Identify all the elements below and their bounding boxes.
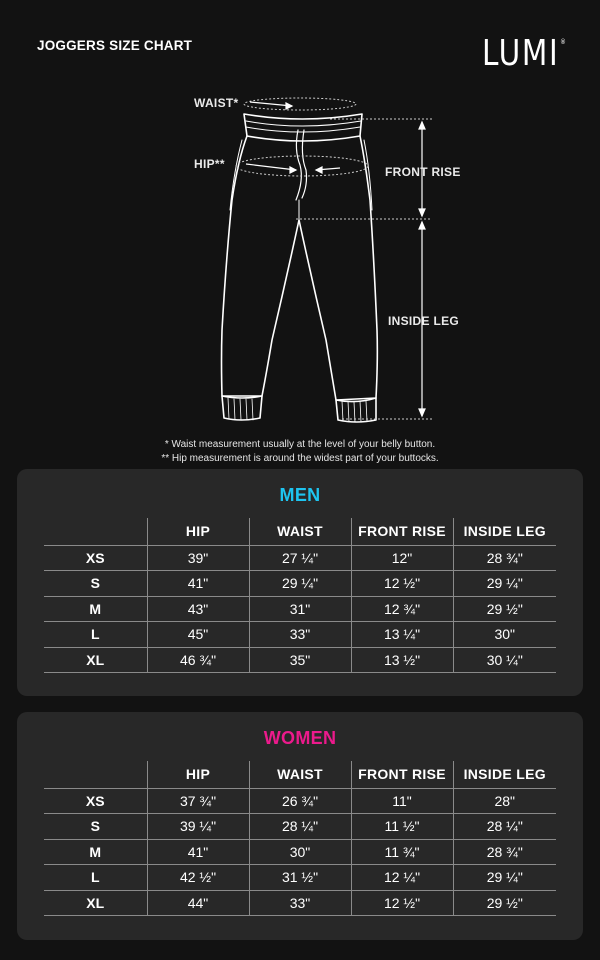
table-row [44, 814, 556, 840]
table-row [44, 839, 556, 865]
size-cell: XL [44, 890, 147, 916]
hip-label: HIP** [194, 157, 225, 171]
hip-cell: 42 ½" [147, 865, 249, 891]
header-waist: WAIST [249, 761, 351, 788]
waist-measure-ring [244, 98, 356, 110]
header-hip: HIP [147, 761, 249, 788]
inside-leg-cell: 29 ½" [453, 890, 556, 916]
page-title: JOGGERS SIZE CHART [37, 38, 193, 53]
table-row [44, 596, 556, 622]
hip-cell: 43" [147, 596, 249, 622]
size-cell: XS [44, 545, 147, 571]
logo-text: LUMI [482, 33, 560, 74]
inside-leg-cell: 28 ¾" [453, 839, 556, 865]
women-title: WOMEN [263, 728, 337, 748]
front-rise-cell: 13 ½" [351, 647, 453, 673]
header-blank-cell [44, 761, 147, 788]
waist-cell: 31" [249, 596, 351, 622]
hip-cell: 37 ¾" [147, 788, 249, 814]
waist-cell: 35" [249, 647, 351, 673]
pants-outline [222, 136, 378, 400]
header-front-rise: FRONT RISE [351, 761, 453, 788]
size-cell: S [44, 814, 147, 840]
front-rise-label: FRONT RISE [385, 165, 461, 179]
waist-cell: 33" [249, 622, 351, 648]
table-row [44, 788, 556, 814]
hip-cell: 41" [147, 839, 249, 865]
waist-cell: 26 ¾" [249, 788, 351, 814]
men-size-card [17, 469, 583, 696]
hip-cell: 45" [147, 622, 249, 648]
measurement-notes [0, 438, 600, 466]
registered-mark: ® [560, 38, 566, 46]
women-size-card [17, 712, 583, 940]
inside-leg-cell: 28" [453, 788, 556, 814]
hip-cell: 41" [147, 571, 249, 597]
men-size-table [44, 518, 556, 673]
men-title: MEN [279, 485, 321, 505]
front-rise-cell: 12" [351, 545, 453, 571]
hip-measure-ring [236, 156, 368, 176]
hip-cell: 39" [147, 545, 249, 571]
table-row [44, 647, 556, 673]
table-header-row [44, 761, 556, 788]
inside-leg-cell: 28 ¾" [453, 545, 556, 571]
inside-leg-label: INSIDE LEG [388, 314, 460, 328]
table-row [44, 865, 556, 891]
front-rise-cell: 11" [351, 788, 453, 814]
table-row [44, 622, 556, 648]
waist-cell: 28 ¼" [249, 814, 351, 840]
inside-leg-cell: 28 ¼" [453, 814, 556, 840]
table-row [44, 571, 556, 597]
waist-cell: 27 ¼" [249, 545, 351, 571]
inside-leg-cell: 30" [453, 622, 556, 648]
women-size-table [44, 761, 556, 916]
waist-cell: 33" [249, 890, 351, 916]
table-header-row [44, 518, 556, 545]
waist-cell: 29 ¼" [249, 571, 351, 597]
front-rise-cell: 12 ¼" [351, 865, 453, 891]
front-rise-cell: 12 ½" [351, 890, 453, 916]
front-rise-cell: 11 ¾" [351, 839, 453, 865]
inside-leg-cell: 30 ¼" [453, 647, 556, 673]
front-rise-cell: 12 ½" [351, 571, 453, 597]
size-cell: XS [44, 788, 147, 814]
waist-label: WAIST* [194, 96, 239, 110]
waist-cell: 30" [249, 839, 351, 865]
hip-note: ** Hip measurement is around the widest part of your buttocks. [161, 453, 439, 464]
joggers-diagram [0, 0, 600, 440]
size-cell: XL [44, 647, 147, 673]
header-inside-leg: INSIDE LEG [453, 761, 556, 788]
size-cell: M [44, 596, 147, 622]
inside-leg-cell: 29 ¼" [453, 571, 556, 597]
size-cell: L [44, 865, 147, 891]
waist-cell: 31 ½" [249, 865, 351, 891]
table-row [44, 545, 556, 571]
inside-leg-cell: 29 ¼" [453, 865, 556, 891]
size-cell: M [44, 839, 147, 865]
table-row [44, 890, 556, 916]
front-rise-cell: 13 ¼" [351, 622, 453, 648]
front-rise-cell: 11 ½" [351, 814, 453, 840]
hip-cell: 39 ¼" [147, 814, 249, 840]
header-hip: HIP [147, 518, 249, 545]
header-front-rise: FRONT RISE [351, 518, 453, 545]
hip-cell: 46 ¾" [147, 647, 249, 673]
inside-leg-cell: 29 ½" [453, 596, 556, 622]
front-rise-cell: 12 ¾" [351, 596, 453, 622]
waist-note: * Waist measurement usually at the level of your belly button. [164, 439, 436, 450]
header-inside-leg: INSIDE LEG [453, 518, 556, 545]
header-waist: WAIST [249, 518, 351, 545]
hip-cell: 44" [147, 890, 249, 916]
header-blank-cell [44, 518, 147, 545]
size-cell: S [44, 571, 147, 597]
size-cell: L [44, 622, 147, 648]
joggers-illustration [0, 0, 600, 440]
